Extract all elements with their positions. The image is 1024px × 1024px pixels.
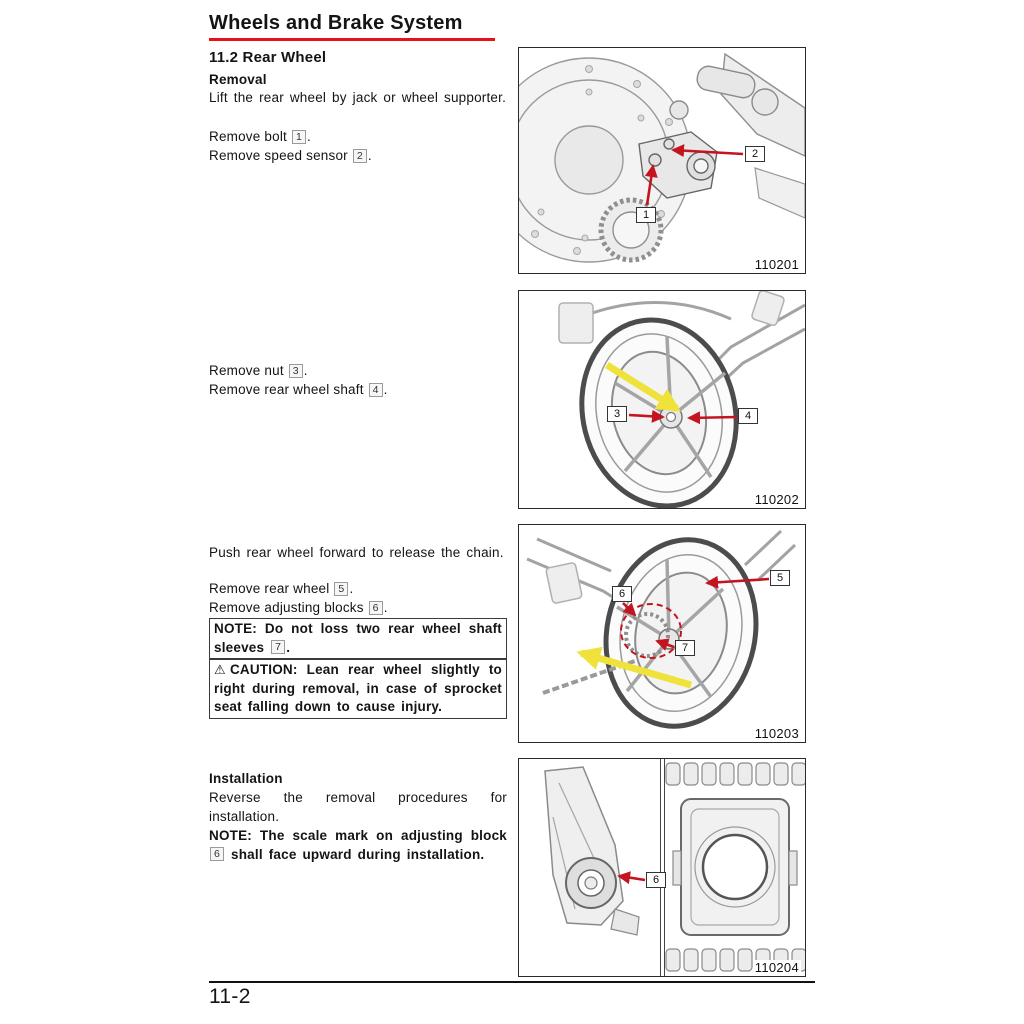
step-suffix: . [367, 148, 372, 163]
step-remove-nut [209, 362, 507, 381]
figure-number: 110201 [754, 257, 799, 272]
callout-box-7: 7 [675, 640, 695, 656]
figure2-illustration [519, 291, 805, 508]
step-remove-rear-wheel-shaft [209, 381, 507, 400]
step-suffix: . [383, 600, 388, 615]
callout-box-3: 3 [607, 406, 627, 422]
callout-box-5: 5 [770, 570, 790, 586]
step-remove-speed-sensor [209, 147, 507, 166]
block-tab [611, 909, 639, 935]
note-box-sleeves [209, 618, 507, 659]
lift-paragraph: Lift the rear wheel by jack or wheel supporter. [209, 90, 507, 105]
figure-number: 110203 [754, 726, 799, 741]
footer-rule [209, 981, 815, 983]
note-text: NOTE: Do not loss two rear wheel shaft sleeves [214, 621, 502, 655]
removal-heading: Removal [209, 72, 267, 87]
note-scale-mark [209, 827, 507, 864]
step-suffix: . [383, 382, 388, 397]
step-suffix: . [303, 363, 308, 378]
callout-box-2: 2 [745, 146, 765, 162]
note-suffix: shall face upward during installation. [231, 846, 485, 862]
step-text: Remove rear wheel shaft [209, 382, 364, 397]
chain-links-top [666, 763, 805, 785]
axle-hole [703, 835, 767, 899]
section-title: 11.2 Rear Wheel [209, 49, 327, 66]
figure-number: 110202 [754, 492, 799, 507]
ref-box: 5 [334, 582, 348, 596]
adjusting-block-panel [665, 759, 805, 976]
figure-rear-wheel-shaft [518, 290, 806, 509]
header-rule [209, 38, 495, 41]
step-remove-bolt [209, 128, 507, 147]
figure-rear-axle [518, 47, 806, 274]
step-remove-rear-wheel [209, 580, 507, 599]
callout-box-4: 4 [738, 408, 758, 424]
step-text: Remove speed sensor [209, 148, 348, 163]
ref-box: 6 [369, 601, 383, 615]
ref-box: 4 [369, 383, 383, 397]
frame-cylinders [670, 64, 778, 119]
warning-icon: ⚠ [214, 662, 229, 677]
figure-number: 110204 [754, 960, 799, 975]
figure4-left-illustration [519, 759, 661, 976]
callout-box-6: 6 [612, 586, 632, 602]
figure3-illustration [519, 525, 805, 742]
figure-rear-wheel-removal [518, 524, 806, 743]
page-number: 11-2 [209, 985, 251, 1008]
note-text: NOTE: The scale mark on adjusting block [209, 828, 507, 843]
step-text: Remove rear wheel [209, 581, 330, 596]
ref-box: 7 [271, 640, 285, 654]
step-text: Remove nut [209, 363, 284, 378]
push-paragraph: Push rear wheel forward to release the chain. [209, 545, 504, 560]
ref-box: 1 [292, 130, 306, 144]
step-suffix: . [349, 581, 354, 596]
figure-adjusting-block [518, 758, 806, 977]
step-text: Remove adjusting blocks [209, 600, 364, 615]
callout-arrow-4 [689, 417, 737, 418]
page-title: Wheels and Brake System [209, 12, 463, 34]
ref-box: 6 [210, 847, 224, 861]
caution-text: Lean rear wheel slightly to right during removal, in case of sprocket seat falling down to cause injury. [214, 662, 502, 714]
ref-box: 3 [289, 364, 303, 378]
swingarm-end-panel [519, 759, 661, 976]
step-remove-adjusting-blocks [209, 599, 507, 618]
caution-label: CAUTION: [229, 662, 298, 677]
callout-arrow-6 [619, 876, 645, 880]
step-text: Remove bolt [209, 129, 287, 144]
installation-paragraph: Reverse the removal procedures for installation. [209, 790, 507, 824]
note-suffix: . [286, 639, 291, 655]
caution-box [209, 659, 507, 719]
frame-bracket [546, 562, 583, 603]
step-suffix: . [307, 129, 311, 144]
figure4-right-illustration [665, 759, 805, 976]
ref-box: 2 [353, 149, 367, 163]
installation-heading: Installation [209, 771, 283, 786]
callout-box-6: 6 [646, 872, 666, 888]
callout-box-1: 1 [636, 207, 656, 223]
